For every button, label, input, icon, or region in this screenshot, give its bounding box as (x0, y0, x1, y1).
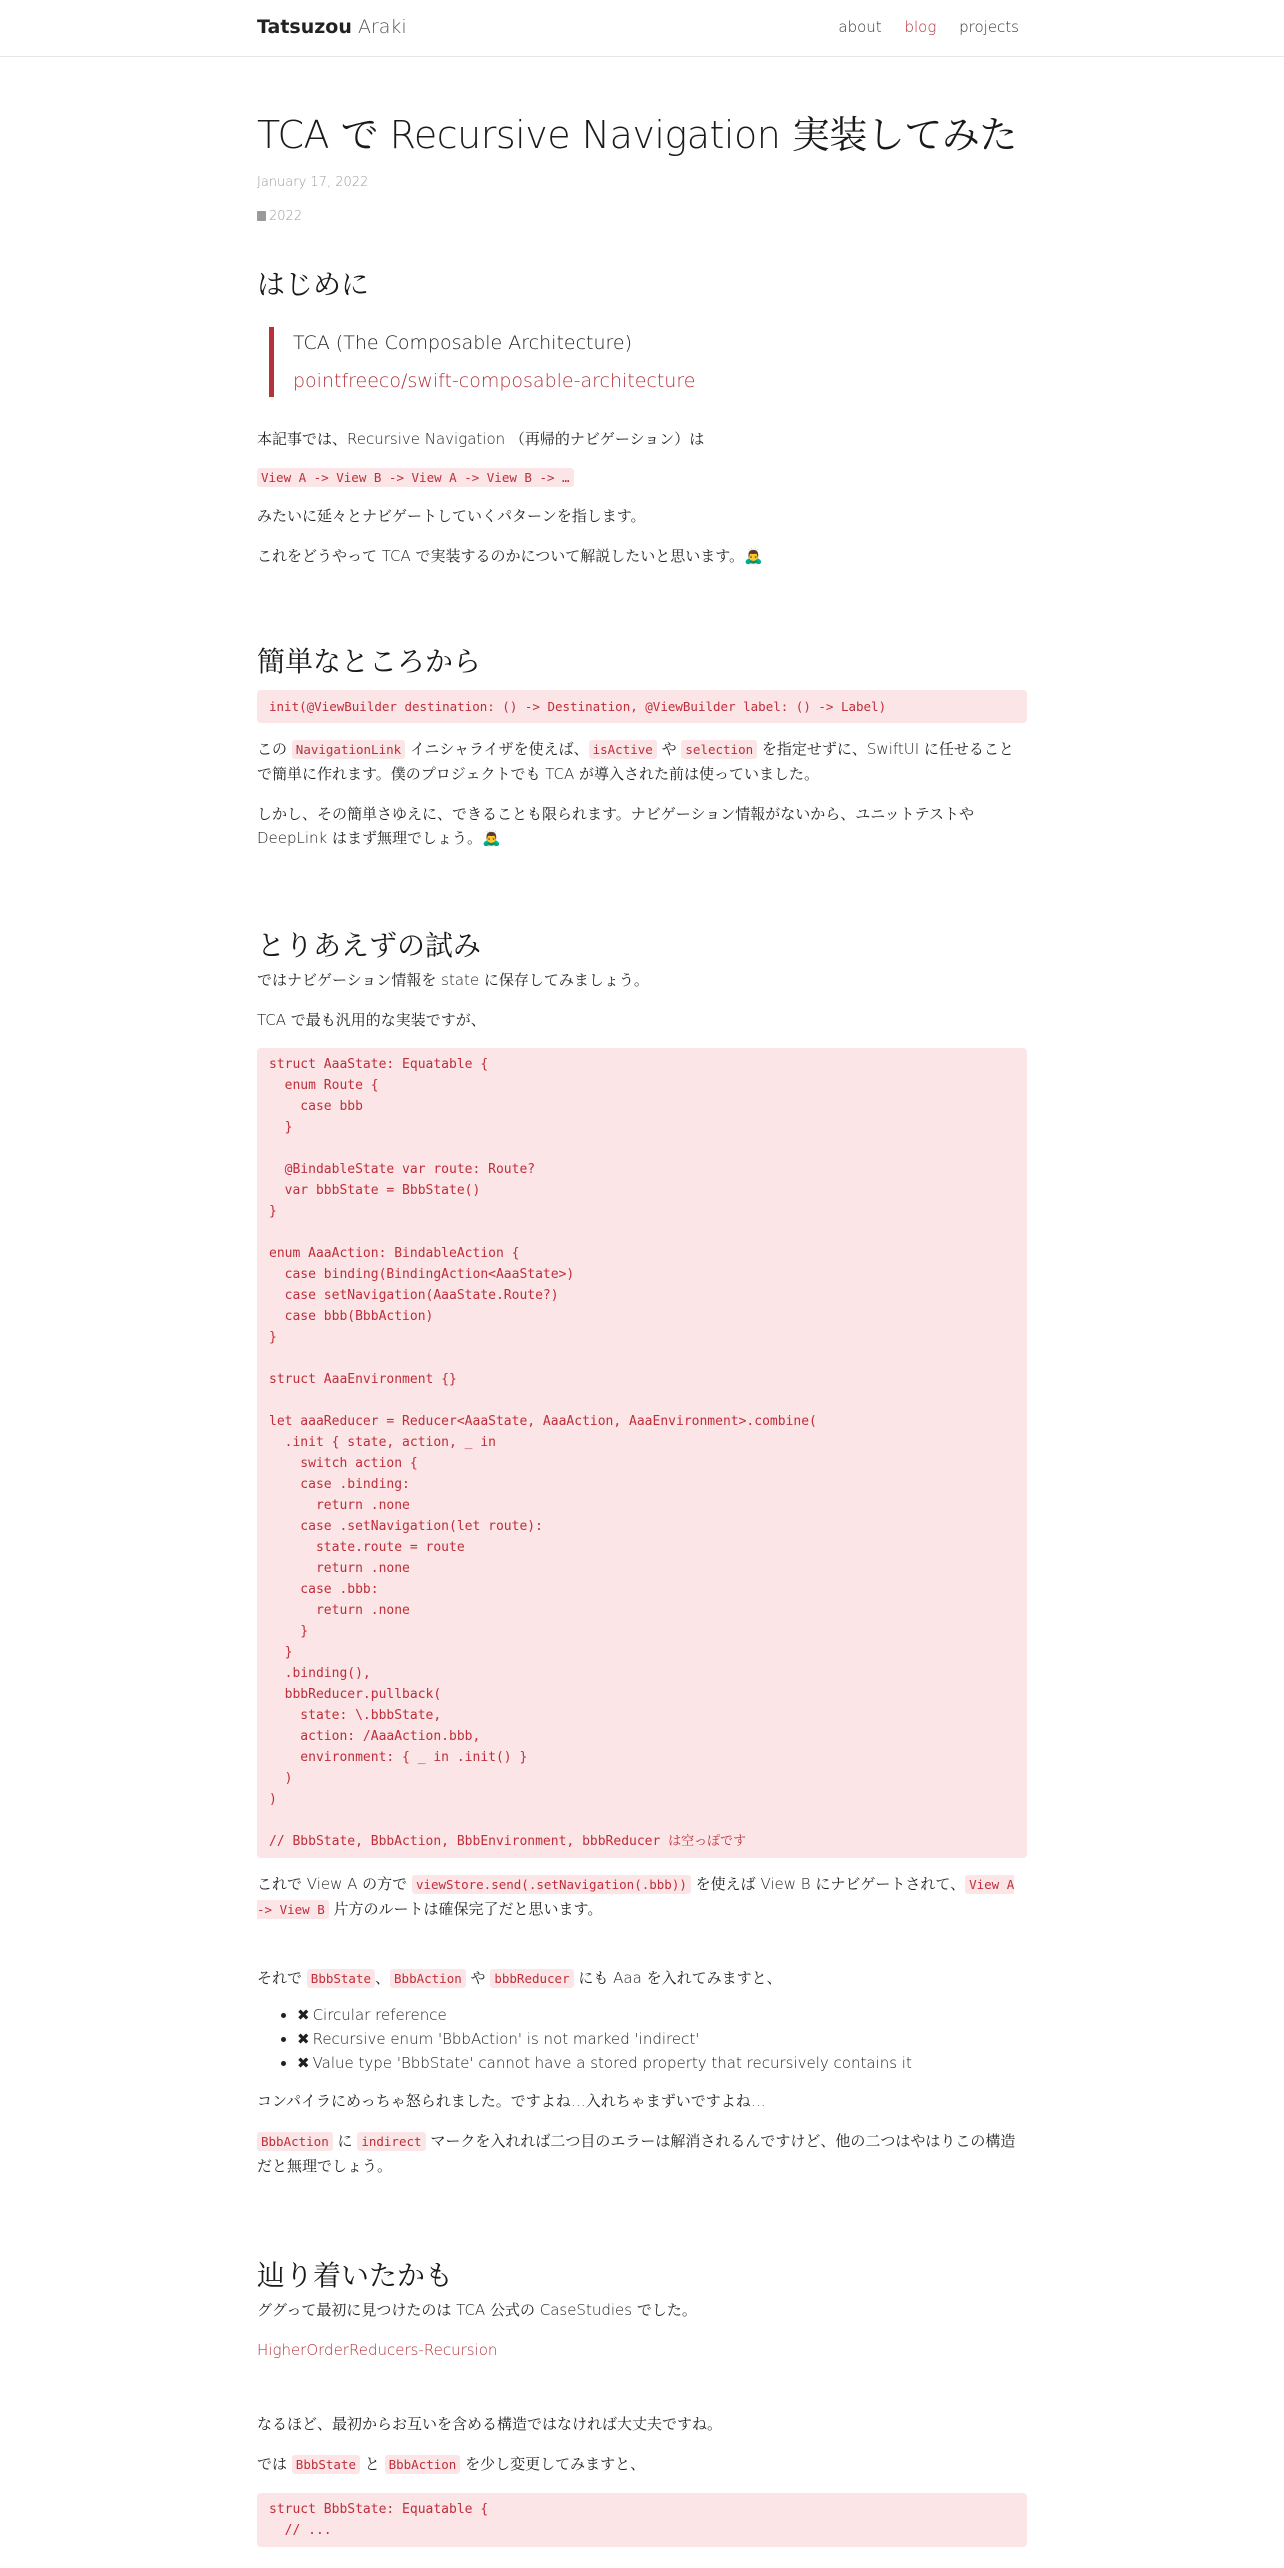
top-navbar (0, 0, 1284, 57)
arrived-paragraph-2: なるほど、最初からお互いを含める構造ではなければ大丈夫ですね。 (257, 2415, 723, 2433)
calendar-icon (257, 211, 266, 221)
inline-code: BbbState (292, 2455, 360, 2474)
intro-paragraph-1: 本記事では、Recursive Navigation （再帰的ナビゲーション）は (257, 430, 705, 448)
quote-title: TCA (The Composable Architecture) (293, 332, 633, 354)
section-heading-attempt: とりあえずの試み (257, 929, 482, 962)
attempt-paragraph-4: それで BbbState 、 BbbAction や bbbReducer にも Aaa を入れてみますと、 (257, 1969, 782, 1987)
inline-code: selection (681, 740, 757, 759)
x-mark-icon: ✖ (297, 2006, 310, 2024)
list-item: • ✖ Value type 'BbbState' cannot have a stored property that recursively contains it (297, 2051, 1027, 2075)
inline-code: indirect (357, 2132, 425, 2151)
nav-link-blog[interactable]: blog (904, 18, 937, 36)
post-container (257, 56, 1027, 2547)
post-tag[interactable] (257, 205, 1027, 229)
code-block-aaa: struct AaaState: Equatable { enum Route { case bbb } @BindableState var route: Route? var bbbState = BbbState() } enum AaaAction: BindableAction { case binding(BindingAction<AaaState>) case setNavigation(AaaState.Route?) case bbb(BbbAction) } struct AaaEnvironment {} let aaaReducer = Reducer<AaaState, AaaAction, AaaEnvironment>.combine( .init { state, action, _ in switch action { case .binding: return .none case .setNavigation(let route): state.route = route return .none case .bbb: return .none } } .binding(), bbbReducer.pullback( state: \.bbbState, action: /AaaAction.bbb, environment: { _ in .init() } ) ) // BbbState, BbbAction, BbbEnvironment, bbbReducer は空っぽです (257, 1048, 1027, 1858)
nav-link-projects[interactable]: projects (959, 18, 1019, 36)
code-block-bbb: struct BbbState: Equatable { // ... (257, 2493, 1027, 2547)
inline-code: BbbAction (390, 1969, 466, 1988)
compiler-error-list (257, 2003, 1027, 2075)
inline-code-view-chain: View A -> View B -> View A -> View B -> … (257, 468, 574, 487)
arrived-paragraph-1: ググって最初に見つけたのは TCA 公式の CaseStudies でした。 (257, 2301, 697, 2319)
inline-code: View A -> View B (257, 1877, 1015, 1917)
intro-paragraph-3: これをどうやって TCA で実装するのかについて解説したいと思います。🙇‍♂️ (257, 547, 763, 565)
inline-code: isActive (589, 740, 657, 759)
nav-links (820, 18, 1019, 36)
intro-paragraph-2: みたいに延々とナビゲートしていくパターンを指します。 (257, 507, 646, 525)
list-item: • ✖ Recursive enum 'BbbAction' is not marked 'indirect' (297, 2027, 1027, 2051)
section-heading-arrived: 辿り着いたかも (257, 2259, 454, 2292)
attempt-paragraph-3: これで View A の方で viewStore.send(.setNavigation(.bbb)) を使えば View B にナビゲートされて、 View A -> View B 片方のルートは確保完了だと思います。 (257, 1875, 1015, 1918)
case-studies-link[interactable]: HigherOrderReducers-Recursion (257, 2341, 498, 2359)
brand-last-name: Araki (357, 16, 407, 38)
attempt-paragraph-6: BbbAction に indirect マークを入れれば二つ目のエラーは解消されるんですけど、他の二つはやはりこの構造だと無理でしょう。 (257, 2132, 1016, 2175)
quote-repo-link[interactable]: pointfreeco/swift-composable-architecture (293, 370, 696, 392)
code-block-init: init(@ViewBuilder destination: () -> Destination, @ViewBuilder label: () -> Label) (257, 690, 1027, 723)
nav-link-about[interactable]: about (838, 18, 882, 36)
post-tag-label: 2022 (269, 209, 303, 224)
inline-code: bbbReducer (490, 1969, 573, 1988)
simple-paragraph-1: この NavigationLink イニシャライザを使えば、 isActive や selection を指定せずに、SwiftUI に任せることで簡単に作れます。僕のプロジェクトでも TCA が導入された前は使っていました。 (257, 740, 1014, 783)
section-heading-simple: 簡単なところから (257, 645, 482, 678)
x-mark-icon: ✖ (297, 2054, 310, 2072)
attempt-paragraph-5: コンパイラにめっちゃ怒られました。ですよね…入れちゃまずいですよね… (257, 2092, 766, 2110)
simple-paragraph-2: しかし、その簡単さゆえに、できることも限られます。ナビゲーション情報がないから、ユニットテストや DeepLink はまず無理でしょう。🙇‍♂️ (257, 805, 975, 847)
inline-code: BbbState (307, 1969, 375, 1988)
inline-code: BbbAction (385, 2455, 461, 2474)
section-heading-intro: はじめに (257, 268, 370, 301)
attempt-paragraph-1: ではナビゲーション情報を state に保存してみましょう。 (257, 971, 649, 989)
site-brand[interactable] (257, 16, 407, 38)
post-date: January 17, 2022 (257, 175, 369, 190)
intro-blockquote (269, 327, 1039, 397)
post-title: TCA で Recursive Navigation 実装してみた (257, 113, 1017, 157)
attempt-paragraph-2: TCA で最も汎用的な実装ですが、 (257, 1011, 486, 1029)
arrived-paragraph-3: では BbbState と BbbAction を少し変更してみますと、 (257, 2455, 646, 2473)
inline-code: NavigationLink (292, 740, 405, 759)
list-item: • ✖ Circular reference (297, 2003, 1027, 2027)
brand-first-name: Tatsuzou (257, 16, 352, 38)
inline-code: BbbAction (257, 2132, 333, 2151)
x-mark-icon: ✖ (297, 2030, 310, 2048)
inline-code: viewStore.send(.setNavigation(.bbb)) (412, 1875, 691, 1894)
